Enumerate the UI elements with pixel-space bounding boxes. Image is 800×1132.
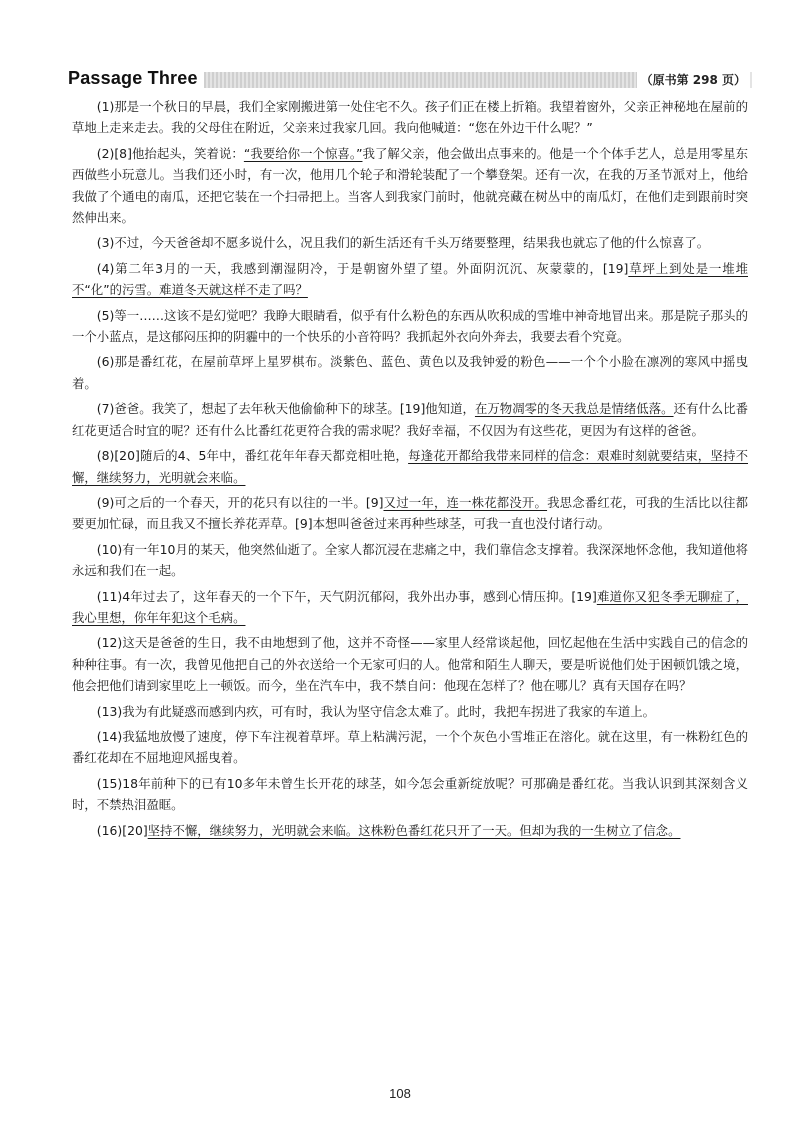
paragraph-text: (4)第二年3月的一天，我感到潮湿阴冷，于是朝窗外望了望。外面阴沉沉、灰蒙蒙的，[19] xyxy=(96,260,629,276)
paragraph-text: (15)18年前种下的已有10多年未曾生长开花的球茎，如今怎会重新绽放呢？可那确是番红花。当我认识到其深刻含义时，不禁热泪盈眶。 xyxy=(72,775,748,813)
underlined-text: “我要给你一个惊喜。” xyxy=(243,145,363,161)
paragraph-text: (13)我为有此疑惑而感到内疚，可有时，我认为坚守信念太难了。此时，我把车拐进了我家的车道上。 xyxy=(96,703,656,719)
paragraph-15 xyxy=(72,773,748,816)
paragraph-text: (1)那是一个秋日的早晨，我们全家刚搬进第一处住宅不久。孩子们正在楼上折箱。我望着窗外，父亲正神秘地在屋前的草地上走来走去。我的父母住在附近，父亲来过我家几回。我向他喊道：“您在外边干什么呢？” xyxy=(72,99,748,136)
underlined-text: 每逢花开都给我带来同样的信念：艰难时刻就要结束，坚持不懈，继续努力，光明就会来临。 xyxy=(72,448,748,485)
paragraph-text: (12)这天是爸爸的生日，我不由地想到了他，这并不奇怪——家里人经常谈起他，回忆起他在生活中实践自己的信念的种种往事。有一次，我曾见他把自己的外衣送给一个无家可归的人。他常和陌生人聊天，要是听说他们处于困顿饥饿之境，他会把他们请到家里吃上一顿饭。而今，坐在汽车中，我不禁自问：他现在怎样了？他在哪儿？真有天国存在吗？ xyxy=(72,635,748,694)
paragraph-text: (14)我猛地放慢了速度，停下车注视着草坪。草上粘满污泥，一个个灰色小雪堆正在溶化。就在这里，有一株粉红色的番红花却在不屈地迎风摇曳着。 xyxy=(72,728,748,766)
paragraph-1 xyxy=(72,96,748,139)
passage-header xyxy=(68,70,752,90)
paragraph-text: (5)等一……这该不是幻觉吧？我睁大眼睛看，似乎有什么粉色的东西从吹积成的雪堆中神奇地冒出来。那是院子那头的一个小蓝点，是这郁闷压抑的阴霾中的一个快乐的小音符吗？我抓起外衣向外奔去，我要去看个究竟。 xyxy=(72,307,748,345)
paragraph-text: (10)有一年10月的某天，他突然仙逝了。全家人都沉浸在悲痛之中，我们靠信念支撑着。我深深地怀念他，我知道他将永远和我们在一起。 xyxy=(72,541,748,579)
paragraph-text: (7)爸爸。我笑了，想起了去年秋天他偷偷种下的球茎。[19]他知道， xyxy=(96,401,475,417)
paragraph-10 xyxy=(72,539,748,582)
paragraph-text: 我了解父亲，他会做出点事来的。他是一个个体手艺人，总是用零星东西做些小玩意儿。当我们还小时，有一次，他用几个轮子和滑轮装配了一个攀登架。还有一次，在我的万圣节派对上，他给我做了个通电的南瓜，还把它装在一个扫帚把上。当客人到我家门前时，他就亮藏在树丛中的南瓜灯，在他们走到跟前时突然伸出来。 xyxy=(72,145,748,226)
paragraph-11 xyxy=(72,586,748,629)
paragraph-text: (2)[8]他抬起头，笑着说： xyxy=(96,145,244,161)
paragraph-text: 我思念番红花，可我的生活比以往都要更加忙碌，而且我又不擅长养花弄草。[9]本想叫爸爸过来再种些球茎，可我一直也没付诸行动。 xyxy=(72,494,749,532)
paragraph-12 xyxy=(72,632,748,696)
underlined-text: 又过一年，连一株花都没开。 xyxy=(383,494,548,510)
paragraph-9 xyxy=(72,492,748,535)
passage-body xyxy=(72,96,748,841)
paragraph-text: 还有什么比番红花更适合时宜的呢？还有什么比番红花更符合我的需求呢？我好幸福，不仅因为有这些花，更因为有这样的爸爸。 xyxy=(72,401,748,438)
page-number: 108 xyxy=(389,1086,411,1101)
underlined-text: 在万物凋零的冬天我总是情绪低落。 xyxy=(474,401,674,417)
underlined-text: 草坪上到处是一堆堆不“化”的污雪。难道冬天就这样不走了吗？ xyxy=(72,260,748,298)
paragraph-13 xyxy=(72,701,748,722)
paragraph-text: (16)[20] xyxy=(96,822,148,838)
paragraph-4 xyxy=(72,258,748,301)
paragraph-text: (9)可之后的一个春天，开的花只有以往的一半。[9] xyxy=(96,494,384,510)
paragraph-8 xyxy=(72,445,748,488)
paragraph-7 xyxy=(72,398,748,441)
paragraph-16 xyxy=(72,820,748,841)
passage-title: Passage Three xyxy=(68,68,198,88)
underlined-text: 难道你又犯冬季无聊症了，我心里想，你年年犯这个毛病。 xyxy=(72,588,748,625)
paragraph-5 xyxy=(72,305,748,348)
paragraph-text: (3)不过，今天爸爸却不愿多说什么，况且我们的新生活还有千头万绪要整理，结果我也就忘了他的什么惊喜了。 xyxy=(96,235,710,251)
paragraph-text: (11)4年过去了，这年春天的一个下午，天气阴沉郁闷，我外出办事，感到心情压抑。[19] xyxy=(96,588,597,604)
paragraph-text: (8)[20]随后的4、5年中，番红花年年春天都竞相吐艳， xyxy=(96,448,409,464)
original-page-reference: （原书第 298 页） xyxy=(637,71,750,88)
paragraph-3 xyxy=(72,232,748,253)
paragraph-14 xyxy=(72,726,748,769)
underlined-text: 坚持不懈，继续努力，光明就会来临。这株粉色番红花只开了一天。但却为我的一生树立了信念。 xyxy=(147,822,681,838)
paragraph-6 xyxy=(72,351,748,394)
paragraph-text: (6)那是番红花，在屋前草坪上星罗棋布。淡紫色、蓝色、黄色以及我钟爱的粉色——一个个小脸在凛冽的寒风中摇曳着。 xyxy=(72,354,748,391)
paragraph-2 xyxy=(72,143,748,229)
